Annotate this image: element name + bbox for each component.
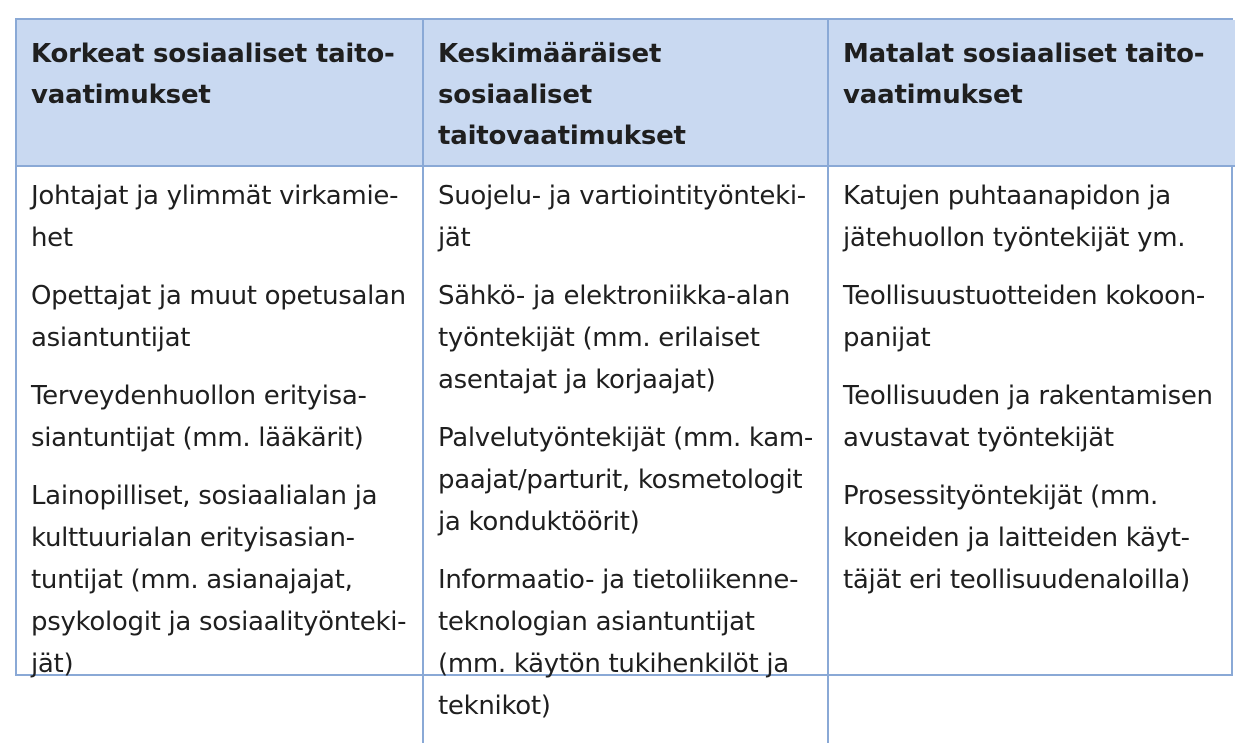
- list-item: Informaatio- ja tietoliikenne- teknologian asiantuntijat (mm. käytön tukihenkilöt ja teknikot): [438, 565, 799, 721]
- column-high-skills: [17, 166, 423, 743]
- list-item: Katujen puhtaanapidon ja jätehuollon työntekijät ym.: [843, 181, 1186, 253]
- list-item: Terveydenhuollon erityisa- siantuntijat (mm. lääkärit): [31, 381, 367, 453]
- table-header-row: [17, 20, 1235, 166]
- list-item: Teollisuustuotteiden kokoon- panijat: [843, 281, 1205, 353]
- header-high-skills: Korkeat sosiaaliset taito- vaatimukset: [17, 20, 423, 166]
- skills-table-frame: [15, 18, 1233, 721]
- list-item: Opettajat ja muut opetusalan asiantuntijat: [31, 281, 406, 353]
- list-item: Sähkö- ja elektroniikka-alan työntekijät (mm. erilaiset asentajat ja korjaajat): [438, 281, 791, 395]
- list-item: Palvelutyöntekijät (mm. kam- paajat/parturit, kosmetologit ja konduktöörit): [438, 423, 813, 537]
- list-item: Johtajat ja ylimmät virkamie- het: [31, 181, 399, 253]
- header-medium-skills: Keskimääräiset sosiaaliset taitovaatimukset: [423, 20, 828, 166]
- table-body-row: [17, 166, 1235, 743]
- list-item: Prosessityöntekijät (mm. koneiden ja laitteiden käyt- täjät eri teollisuudenaloilla): [843, 481, 1190, 595]
- column-medium-skills: [423, 166, 828, 743]
- header-low-skills: Matalat sosiaaliset taito- vaatimukset: [828, 20, 1235, 166]
- list-item: Teollisuuden ja rakentamisen avustavat työntekijät: [843, 381, 1213, 453]
- list-item: Lainopilliset, sosiaalialan ja kulttuurialan erityisasian- tuntijat (mm. asianajajat, psykologit ja sosiaalityönteki- jät): [31, 481, 407, 679]
- social-skills-table: [17, 20, 1235, 743]
- list-item: Suojelu- ja vartiointityönteki- jät: [438, 181, 806, 253]
- column-low-skills: [828, 166, 1235, 743]
